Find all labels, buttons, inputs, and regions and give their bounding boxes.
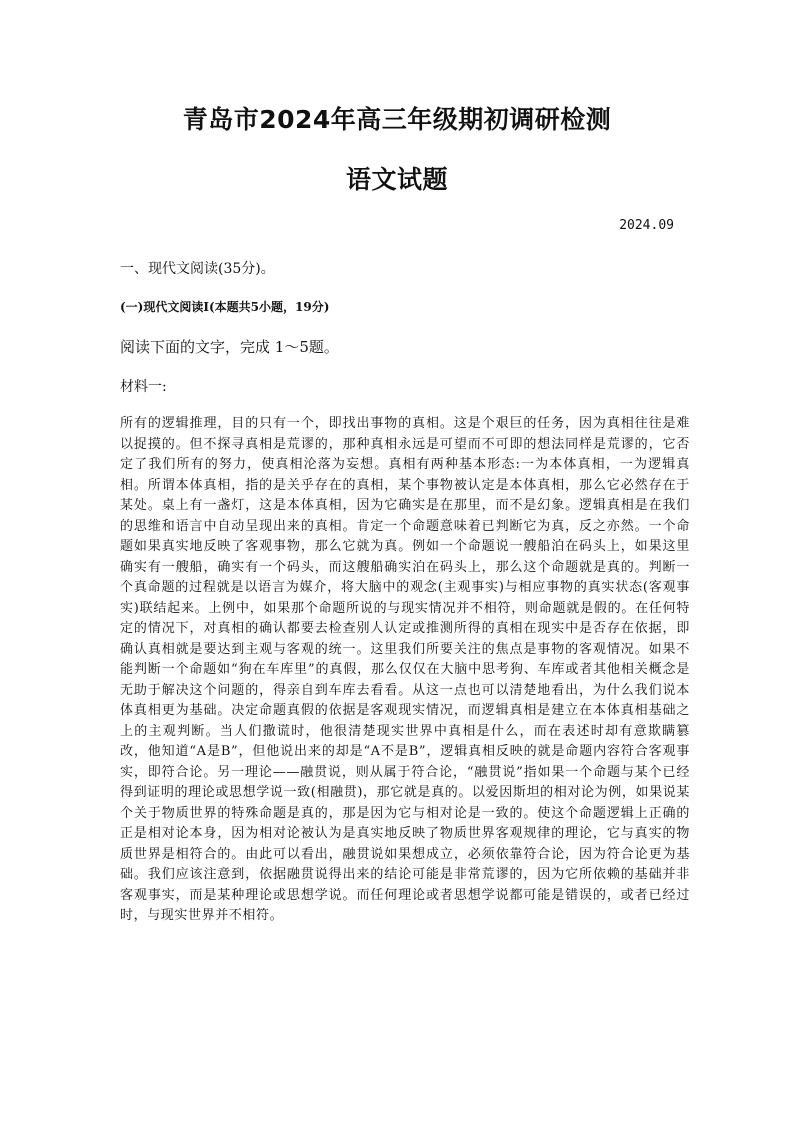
exam-date: 2024.09 xyxy=(619,218,674,233)
subsection-heading: (一)现代文阅读Ⅰ(本题共5小题，19分) xyxy=(120,300,330,314)
reading-instruction: 阅读下面的文字，完成 1～5题。 xyxy=(120,338,339,356)
material-label: 材料一: xyxy=(120,379,167,395)
reading-passage: 所有的逻辑推理，目的只有一个，即找出事物的真相。这是个艰巨的任务，因为真相往往是难以捉摸的。但不探寻真相是荒谬的，那种真相永远是可望而不可即的想法同样是荒谬的，它否定了我们所有的努力，使真相沦落为妄想。真相有两种基本形态:一为本体真相，一为逻辑真相。所谓本体真相，指的是关乎存在的真相，某个事物被认定是本体真相，那么它必然存在于某处。桌上有一盏灯，这是本体真相，因为它确实是在那里，而不是幻象。逻辑真相是在我们的思维和语言中自动呈现出来的真相。肯定一个命题意味着已判断它为真，反之亦然。一个命题如果真实地反映了客观事物，那么它就为真。例如一个命题说一艘船泊在码头上，如果这里确实有一艘船，确实有一个码头，而这艘船确实泊在码头上，那么这个命题就是真的。判断一个真命题的过程就是以语言为媒介，将大脑中的观念(主观事实)与相应事物的真实状态(客观事实)联结起来。上例中，如果那个命题所说的与现实情况并不相符，则命题就是假的。在任何特定的情况下，对真相的确认都要去检查别人认定或推测所得的真相在现实中是否存在依据，即确认真相就是要达到主观与客观的统一。这里我们所要关注的焦点是事物的客观情况。如果不能判断一个命题如“狗在车库里”的真假，那么仅仅在大脑中思考狗、车库或者其他相关概念是无助于解决这个问题的，得亲自到车库去看看。从这一点也可以清楚地看出，为什么我们说本体真相更为基础。决定命题真假的依据是客观现实情况，而逻辑真相是建立在本体真相基础之上的主观判断。当人们撒谎时，他很清楚现实世界中真相是什么，而在表述时却有意欺瞒篡改，他知道“A是B”，但他说出来的却是“A不是B”，逻辑真相反映的就是命题内容符合客观事实，即符合论。另一理论——融贯说，则从属于符合论，“融贯说”指如果一个命题与某个已经得到证明的理论或思想学说一致(相融贯)，那它就是真的。以爱因斯坦的相对论为例，如果说某个关于物质世界的特殊命题是真的，那是因为它与相对论是一致的。使这个命题逻辑上正确的正是相对论本身，因为相对论被认为是真实地反映了物质世界客观规律的理论，它与真实的物质世界是相符合的。由此可以看出，融贯说如果想成立，必须依靠符合论，因为符合论更为基础。我们应该注意到，依据融贯说得出来的结论可能是非常荒谬的，因为它所依赖的基础并非客观事实，而是某种理论或思想学说。而任何理论或者思想学说都可能是错误的，或者已经过时，与现实世界并不相符。 xyxy=(120,416,690,923)
exam-title: 青岛市2024年高三年级期初调研检测 xyxy=(182,105,612,134)
exam-subtitle: 语文试题 xyxy=(345,165,448,194)
section-heading: 一、现代文阅读(35分)。 xyxy=(120,261,275,277)
